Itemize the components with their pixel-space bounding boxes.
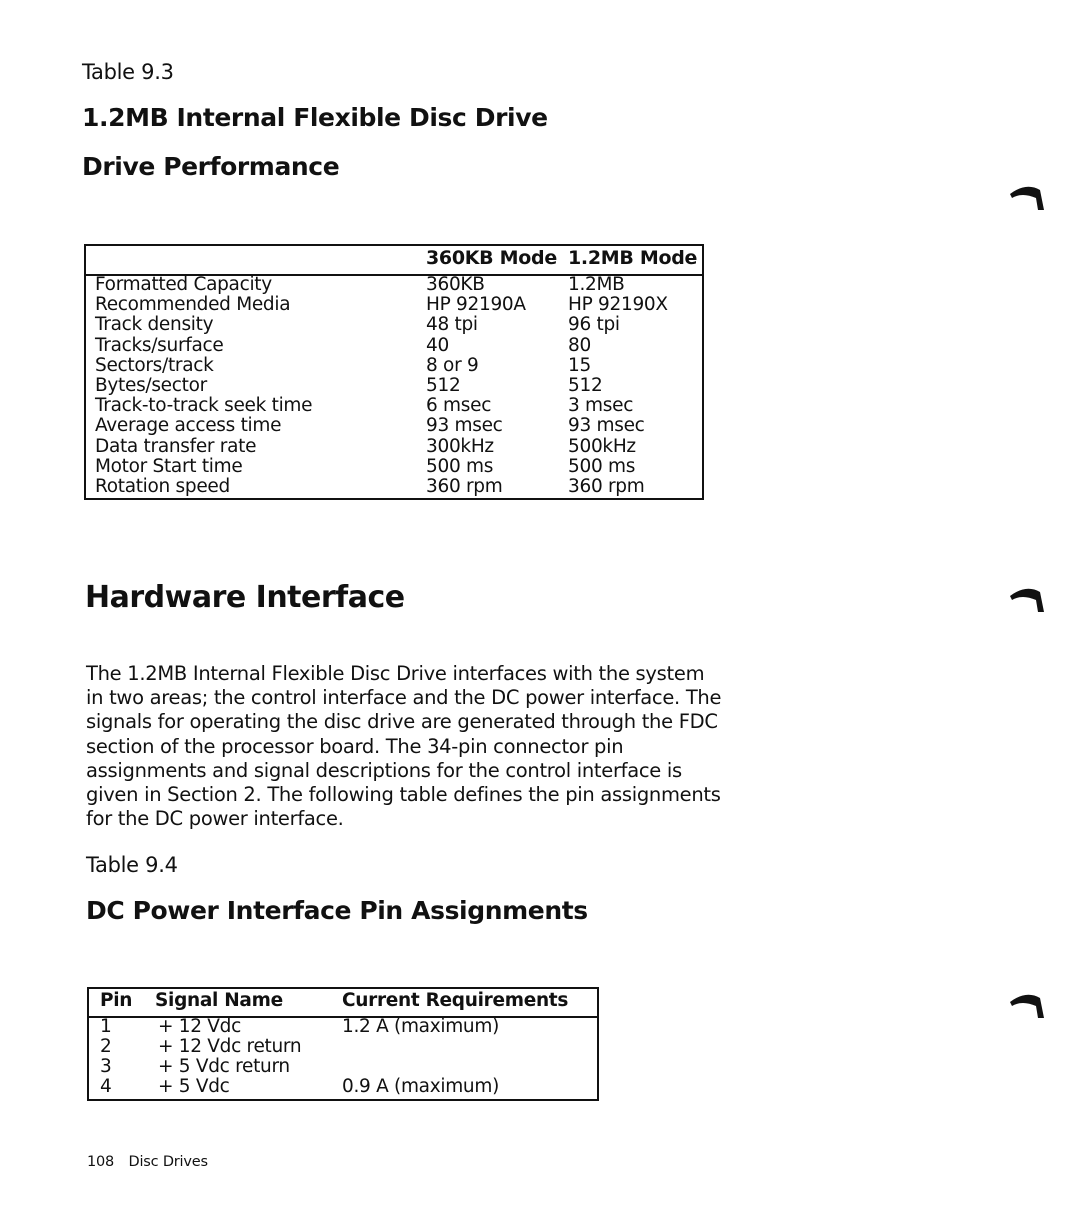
table-row bbox=[86, 457, 702, 477]
column-header-signal: Signal Name bbox=[155, 990, 283, 1011]
table-header bbox=[86, 246, 702, 276]
table-cell: Track-to-track seek time bbox=[95, 395, 313, 417]
table-cell: + 5 Vdc bbox=[158, 1076, 230, 1097]
table-row bbox=[86, 336, 702, 356]
table-row bbox=[89, 1077, 597, 1097]
table-cell: 40 bbox=[426, 334, 449, 356]
table-cell: 500kHz bbox=[568, 435, 636, 457]
tab-marker-icon bbox=[1008, 990, 1048, 1020]
table-cell: 96 tpi bbox=[568, 314, 620, 336]
table-body bbox=[89, 1017, 597, 1097]
table-row bbox=[86, 416, 702, 436]
table-cell: 1.2MB bbox=[568, 274, 625, 295]
table-cell: HP 92190X bbox=[568, 294, 668, 316]
table-cell: Tracks/surface bbox=[95, 334, 224, 356]
table-cell: 80 bbox=[568, 334, 591, 356]
table-row bbox=[86, 376, 702, 396]
table-row bbox=[86, 295, 702, 315]
table-subtitle: Drive Performance bbox=[82, 152, 340, 181]
table-cell: Bytes/sector bbox=[95, 374, 207, 396]
table-cell: Track density bbox=[95, 314, 214, 336]
table-row bbox=[89, 1037, 597, 1057]
table-caption-9-3: Table 9.3 bbox=[82, 60, 174, 84]
table-cell: Formatted Capacity bbox=[95, 274, 272, 295]
table-title: 1.2MB Internal Flexible Disc Drive bbox=[82, 103, 548, 132]
table-cell: + 12 Vdc return bbox=[158, 1036, 302, 1057]
table-cell: 1.2 A (maximum) bbox=[342, 1016, 499, 1037]
table-cell: Sectors/track bbox=[95, 354, 214, 376]
table-caption-9-4: Table 9.4 bbox=[86, 853, 178, 877]
column-header-pin: Pin bbox=[100, 990, 133, 1011]
table-cell: 512 bbox=[568, 374, 603, 396]
column-header-360kb: 360KB Mode bbox=[426, 247, 557, 269]
table-cell: 4 bbox=[100, 1076, 112, 1097]
table-cell: 93 msec bbox=[426, 415, 503, 437]
body-paragraph: The 1.2MB Internal Flexible Disc Drive interfaces with the system in two areas; the control interface and the DC power interface. The signals for operating the disc drive are generated through the FDC section of the processor board. The 34-pin connector pin assignments and signal descriptions for the control interface is given in Section 2. The following table defines the pin assignments for the DC power interface. bbox=[86, 662, 722, 831]
table-cell: 3 bbox=[100, 1056, 112, 1077]
table-cell: 500 ms bbox=[426, 455, 494, 477]
table-cell: 300kHz bbox=[426, 435, 494, 457]
table-row bbox=[89, 1057, 597, 1077]
footer-section-name: Disc Drives bbox=[128, 1154, 208, 1170]
table-cell: 500 ms bbox=[568, 455, 636, 477]
column-header-1-2mb: 1.2MB Mode bbox=[568, 247, 698, 269]
page-number: 108 bbox=[87, 1154, 115, 1170]
table-cell: 0.9 A (maximum) bbox=[342, 1076, 499, 1097]
table-cell: Rotation speed bbox=[95, 475, 230, 497]
table-cell: 15 bbox=[568, 354, 591, 376]
page-footer bbox=[87, 1154, 208, 1170]
table-cell: Average access time bbox=[95, 415, 282, 437]
table-cell: 512 bbox=[426, 374, 461, 396]
table-cell: + 5 Vdc return bbox=[158, 1056, 290, 1077]
table-row bbox=[86, 477, 702, 497]
table-cell: Recommended Media bbox=[95, 294, 291, 316]
table-cell: 3 msec bbox=[568, 395, 634, 417]
table-cell: 6 msec bbox=[426, 395, 492, 417]
table-row bbox=[86, 356, 702, 376]
table-cell: + 12 Vdc bbox=[158, 1016, 241, 1037]
table-cell: 360 rpm bbox=[568, 475, 645, 497]
table-body bbox=[86, 275, 702, 497]
table-row bbox=[86, 396, 702, 416]
table-cell: 93 msec bbox=[568, 415, 645, 437]
drive-performance-table bbox=[84, 244, 704, 500]
table-row bbox=[86, 315, 702, 335]
tab-marker-icon bbox=[1008, 584, 1048, 614]
table-title-2: DC Power Interface Pin Assignments bbox=[86, 896, 588, 925]
table-cell: 1 bbox=[100, 1016, 112, 1037]
table-row bbox=[86, 275, 702, 295]
table-cell: Data transfer rate bbox=[95, 435, 257, 457]
table-cell: 360KB bbox=[426, 274, 485, 295]
column-header-current: Current Requirements bbox=[342, 990, 569, 1011]
table-cell: 48 tpi bbox=[426, 314, 478, 336]
table-cell: 8 or 9 bbox=[426, 354, 479, 376]
section-heading: Hardware Interface bbox=[85, 580, 405, 615]
pin-assignments-table bbox=[87, 987, 599, 1101]
table-cell: Motor Start time bbox=[95, 455, 243, 477]
table-cell: 2 bbox=[100, 1036, 112, 1057]
tab-marker-icon bbox=[1008, 182, 1048, 212]
table-row bbox=[86, 437, 702, 457]
table-header bbox=[89, 989, 597, 1018]
table-row bbox=[89, 1017, 597, 1037]
table-cell: HP 92190A bbox=[426, 294, 526, 316]
table-cell: 360 rpm bbox=[426, 475, 503, 497]
